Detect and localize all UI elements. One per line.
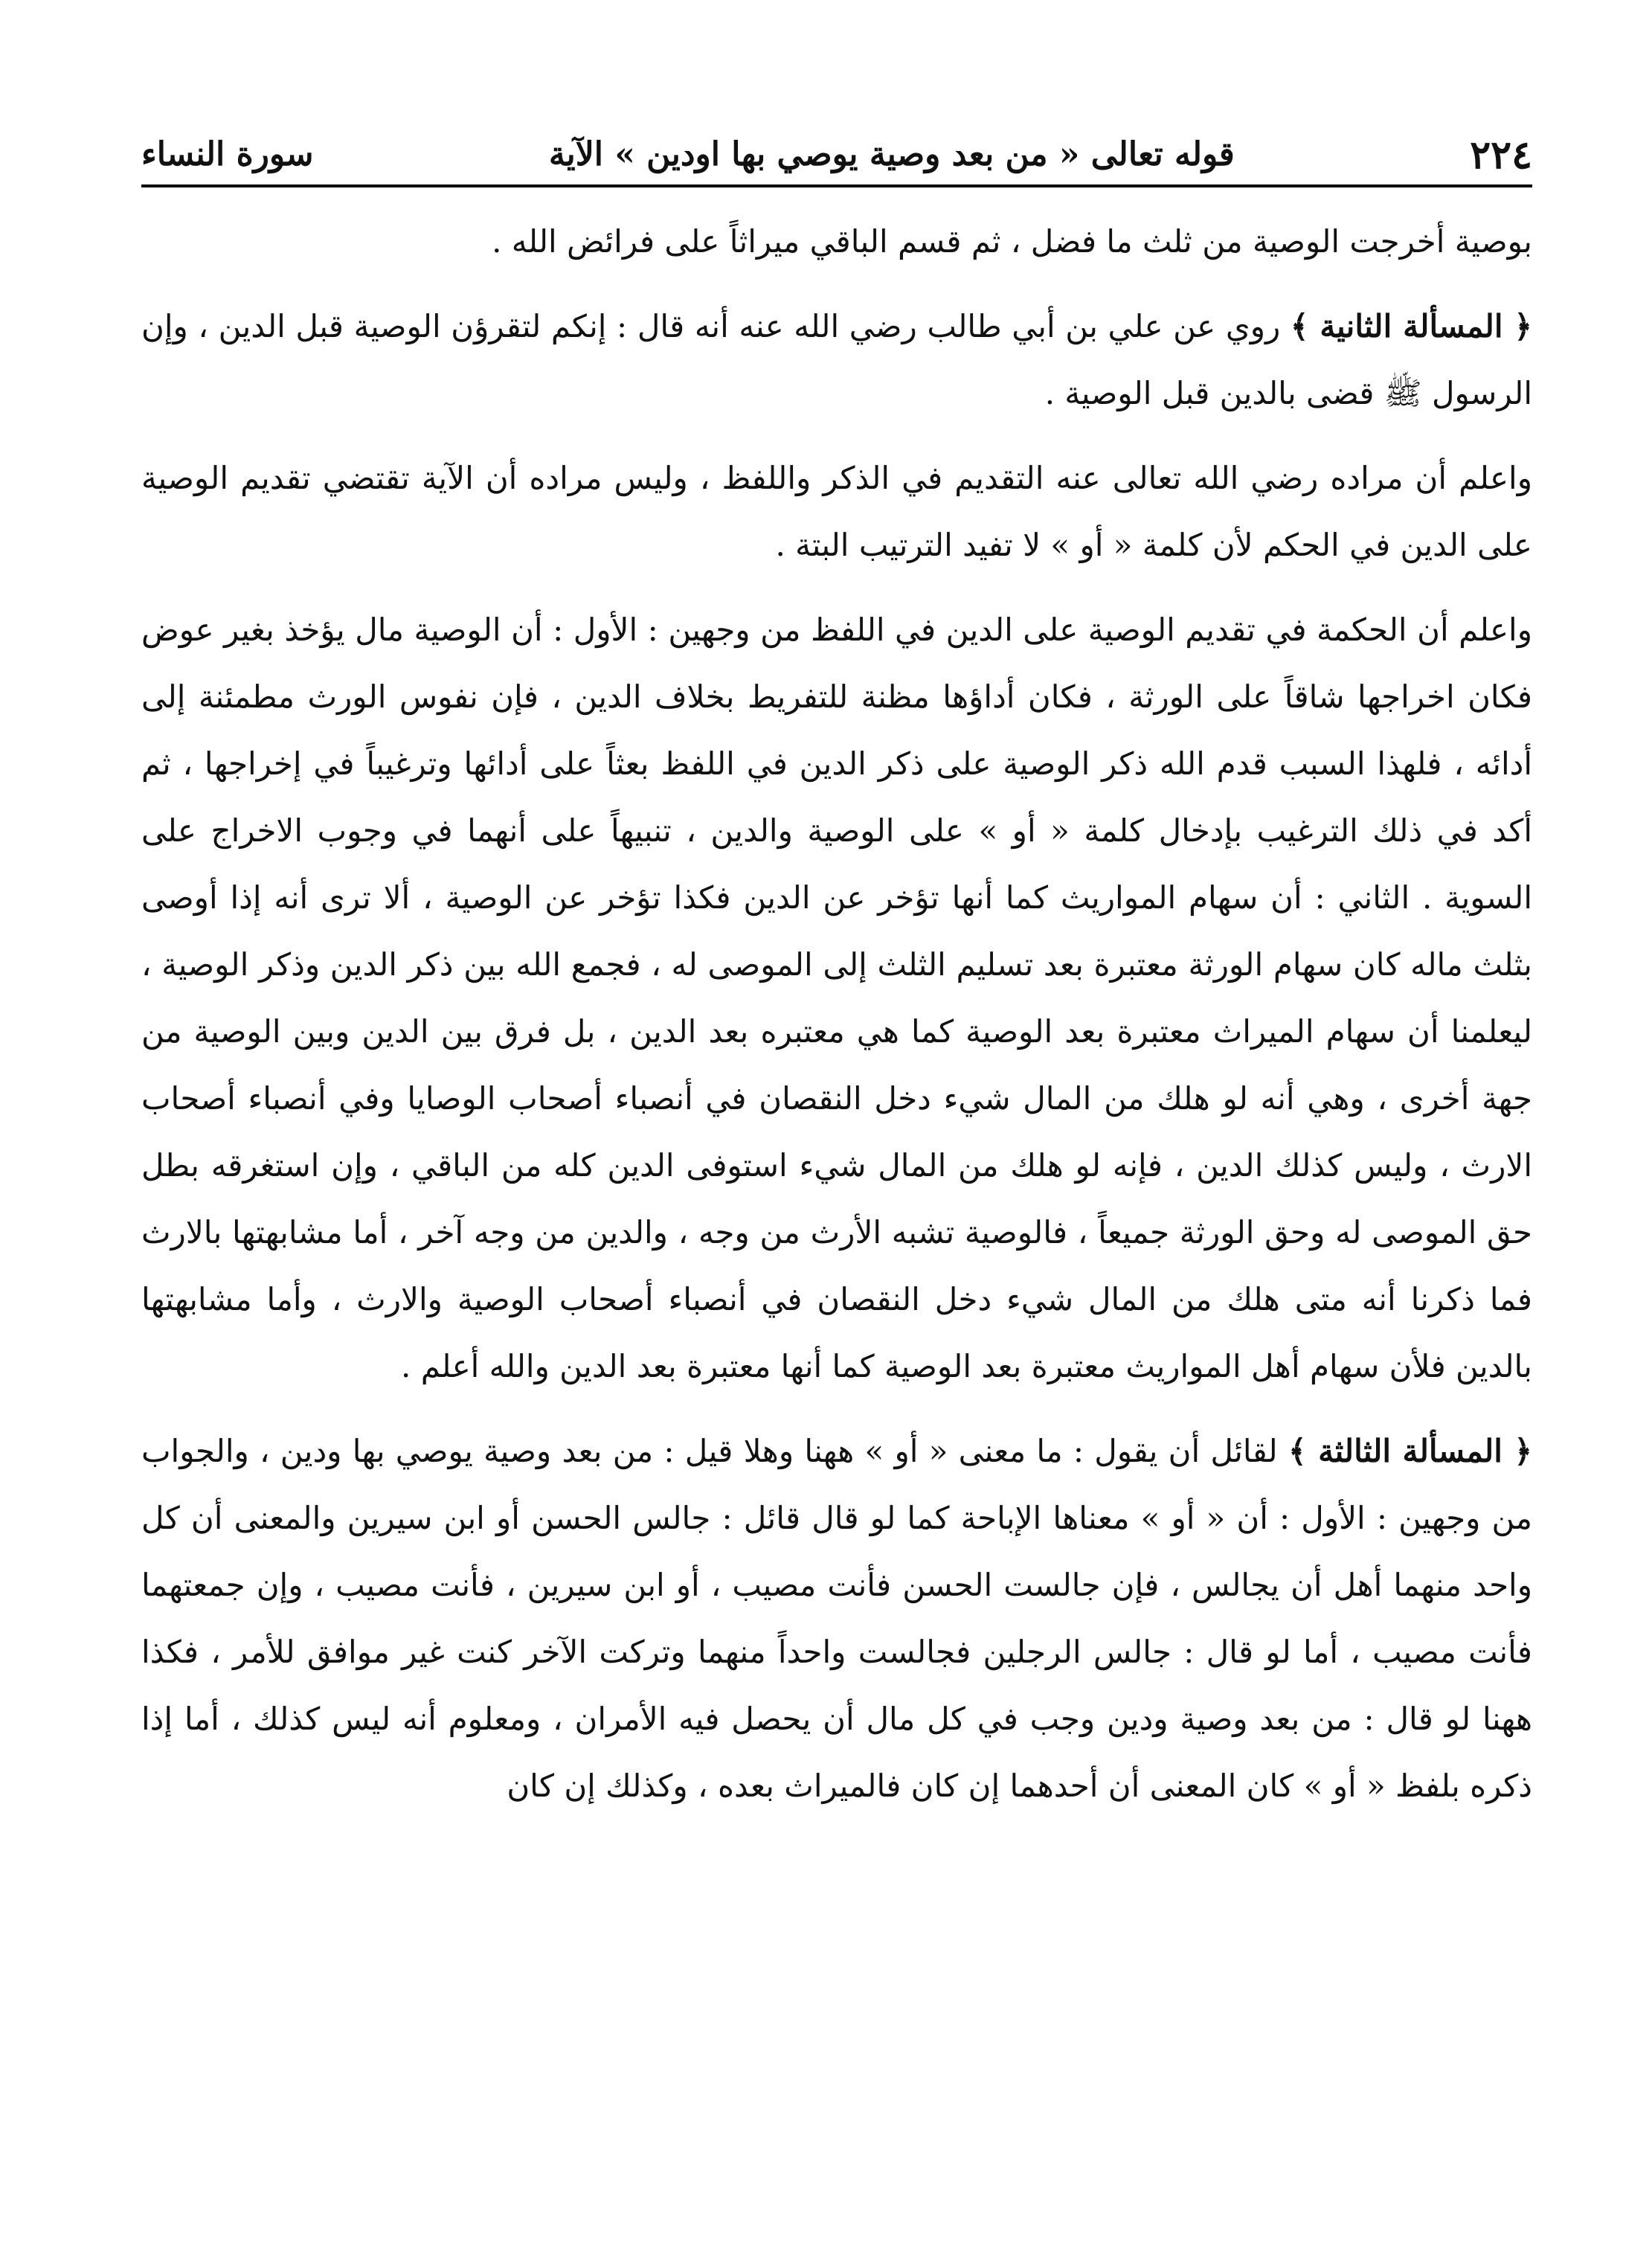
paragraph-3	[141, 445, 1532, 579]
section-heading: ﴿ المسألة الثانية ﴾	[1290, 308, 1533, 344]
section-heading: ﴿ المسألة الثالثة ﴾	[1288, 1433, 1532, 1469]
paragraph-text: لقائل أن يقول : ما معنى « أو » ههنا وهلا قيل : من بعد وصية يوصي بها ودين ، والجواب من وجهين : الأول : أن « أو » معناها الإباحة كما لو قال قائل : جالس الحسن أو ابن سيرين والمعنى أن كل واحد منهما أهل أن يجالس ، فإن جالست الحسن فأنت مصيب ، أو ابن سيرين ، فأنت مصيب ، وإن جمعتهما فأنت مصيب ، أما لو قال : جالس الرجلين فجالست واحداً منهما وتركت الآخر كنت غير موافق للأمر ، فكذا ههنا لو قال : من بعد وصية ودين وجب في كل مال أن يحصل فيه الأمران ، ومعلوم أنه ليس كذلك ، أما إذا ذكره بلفظ « أو » كان المعنى أن أحدهما إن كان فالميراث بعده ، وكذلك إن كان	[141, 1433, 1532, 1804]
running-title: قوله تعالى « من بعد وصية يوصي بها اودين » الآية	[548, 135, 1235, 173]
paragraph-text: بوصية أخرجت الوصية من ثلث ما فضل ، ثم قسم الباقي ميراثاً على فرائض الله .	[492, 223, 1532, 260]
surah-name: سورة النساء	[141, 135, 314, 173]
paragraph-text: واعلم أن الحكمة في تقديم الوصية على الدين في اللفظ من وجهين : الأول : أن الوصية مال يؤخذ بغير عوض فكان اخراجها شاقاً على الورثة ، فكان أداؤها مظنة للتفريط بخلاف الدين ، فإن نفوس الورث مطمئنة إلى أدائه ، فلهذا السبب قدم الله ذكر الوصية على ذكر الدين في اللفظ بعثاً على أدائها وترغيباً في إخراجها ، ثم أكد في ذلك الترغيب بإدخال كلمة « أو » على الوصية والدين ، تنبيهاً على أنهما في وجوب الاخراج على السوية . الثاني : أن سهام المواريث كما أنها تؤخر عن الدين فكذا تؤخر عن الوصية ، ألا ترى أنه إذا أوصى بثلث ماله كان سهام الورثة معتبرة بعد تسليم الثلث إلى الموصى له ، فجمع الله بين ذكر الدين وذكر الوصية ، ليعلمنا أن سهام الميراث معتبرة بعد الوصية كما هي معتبره بعد الدين ، بل فرق بين الدين وبين الوصية من جهة أخرى ، وهي أنه لو هلك من المال شيء دخل النقصان في أنصباء أصحاب الوصايا وفي أنصباء أصحاب الارث ، وليس كذلك الدين ، فإنه لو هلك من المال شيء استوفى الدين كله من الباقي ، وإن استغرقه بطل حق الموصى له وحق الورثة جميعاً ، فالوصية تشبه الأرث من وجه ، والدين من وجه آخر ، أما مشابهتها بالارث فما ذكرنا أنه متى هلك من المال شيء دخل النقصان في أنصباء أصحاب الوصية والارث ، وأما مشابهتها بالدين فلأن سهام أهل المواريث معتبرة بعد الوصية كما أنها معتبرة بعد الدين والله أعلم .	[141, 611, 1533, 1384]
paragraph-5	[141, 1418, 1532, 1820]
page-number: ٢٢٤	[1470, 132, 1532, 178]
header-rule	[141, 184, 1532, 187]
paragraph-2	[141, 293, 1532, 427]
paragraph-4	[141, 597, 1532, 1400]
paragraph-1	[141, 208, 1532, 275]
page-header	[141, 89, 1532, 182]
paragraph-text: روي عن علي بن أبي طالب رضي الله عنه أنه قال : إنكم لتقرؤن الوصية قبل الدين ، وإن الرسول ﷺ قضى بالدين قبل الوصية .	[141, 308, 1532, 411]
book-page	[141, 89, 1532, 2202]
paragraph-text: واعلم أن مراده رضي الله تعالى عنه التقديم في الذكر واللفظ ، وليس مراده أن الآية تقتضي تقديم الوصية على الدين في الحكم لأن كلمة « أو » لا تفيد الترتيب البتة .	[141, 460, 1532, 563]
page-body	[141, 208, 1532, 2202]
